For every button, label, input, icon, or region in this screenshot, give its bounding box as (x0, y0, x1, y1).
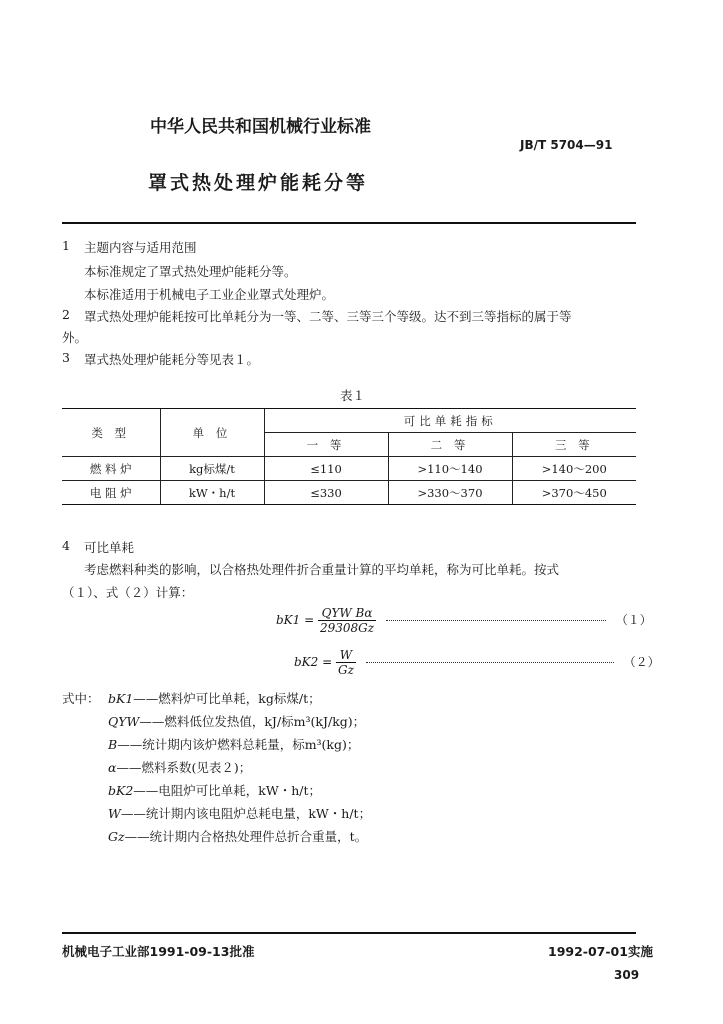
definitions-intro: 式中： (62, 691, 100, 706)
formula-1 (276, 606, 652, 635)
section-1-para-1: 本标准规定了罩式热处理炉能耗分等。 (84, 264, 297, 279)
formula-1-number: （１） (615, 613, 652, 627)
cell-grade-1: ≤330 (264, 481, 388, 505)
definition-symbol: bK1 (108, 691, 134, 706)
formula-2-denominator: Gz (337, 663, 354, 677)
col-header-grade-3: 三 等 (512, 433, 636, 457)
table-header-row-1 (62, 409, 636, 433)
definition-item (108, 735, 359, 753)
definition-text: ——燃料炉可比单耗，kg标煤/t； (133, 691, 321, 706)
definition-symbol: B (108, 737, 118, 752)
definition-item (108, 781, 321, 799)
definition-text: ——统计期内该炉燃料总耗量，标m³(kg)； (117, 737, 360, 752)
formula-2-numerator: W (336, 648, 356, 663)
definition-symbol: bK2 (108, 783, 134, 798)
section-4-title: 可比单耗 (84, 540, 135, 555)
formula-2 (294, 648, 660, 677)
formula-2-number: （２） (623, 655, 660, 669)
energy-grading-table (62, 408, 636, 505)
definition-text: ——统计期内合格热处理件总折合重量，t。 (124, 829, 368, 844)
section-2-number: 2 (62, 307, 70, 322)
formula-2-fraction (336, 648, 356, 677)
col-header-grade-1: 一 等 (264, 433, 388, 457)
section-4-line-2: （１）、式（２）计算： (62, 585, 194, 600)
section-2-line-1: 罩式热处理炉能耗按可比单耗分为一等、二等、三等三个等级。达不到三等指标的属于等 (84, 309, 572, 324)
definition-symbol: Gz (108, 829, 125, 844)
col-header-group: 可比单耗指标 (264, 409, 636, 433)
org-title: 中华人民共和国机械行业标准 (150, 117, 371, 137)
definition-item (108, 689, 321, 707)
formula-2-lhs: bK2 = (294, 655, 333, 669)
implementation-note: 1992-07-01实施 (548, 944, 653, 959)
table-caption: 表１ (340, 388, 366, 403)
definition-symbol: α (108, 760, 117, 775)
cell-grade-3: >370～450 (512, 481, 636, 505)
definition-item (108, 712, 365, 730)
section-3-text: 罩式热处理炉能耗分等见表１。 (84, 352, 260, 367)
header-rule (62, 222, 636, 224)
definition-symbol: QYW (108, 714, 140, 729)
cell-type: 电 阻 炉 (62, 481, 160, 505)
cell-grade-3: >140～200 (512, 457, 636, 481)
formula-1-fraction (318, 606, 376, 635)
col-header-unit: 单 位 (160, 409, 264, 457)
document-title: 罩式热处理炉能耗分等 (148, 172, 369, 194)
cell-grade-2: >110～140 (388, 457, 512, 481)
definition-symbol: W (108, 806, 121, 821)
col-header-grade-2: 二 等 (388, 433, 512, 457)
cell-grade-1: ≤110 (264, 457, 388, 481)
cell-unit: kg标煤/t (160, 457, 264, 481)
table-row (62, 457, 636, 481)
approval-note: 机械电子工业部1991-09-13批准 (62, 944, 255, 959)
section-4-number: 4 (62, 538, 70, 553)
formula-1-denominator: 29308Gz (319, 621, 375, 635)
page-number: 309 (614, 968, 640, 982)
cell-grade-2: >330～370 (388, 481, 512, 505)
formula-1-lhs: bK1 = (276, 613, 315, 627)
footer-rule (62, 932, 636, 934)
section-3-number: 3 (62, 350, 70, 365)
cell-type: 燃 料 炉 (62, 457, 160, 481)
formula-1-numerator: QYW Bα (318, 606, 376, 621)
definition-text: ——电阻炉可比单耗，kW・h/t； (133, 783, 322, 798)
standard-number: JB/T 5704—91 (520, 138, 613, 152)
col-header-type: 类 型 (62, 409, 160, 457)
formula-2-leader (366, 662, 614, 663)
definition-item (108, 758, 251, 776)
section-1-number: 1 (62, 238, 70, 253)
section-4-line-1: 考虑燃料种类的影响，以合格热处理件折合重量计算的平均单耗，称为可比单耗。按式 (84, 562, 560, 577)
section-2-line-2: 外。 (62, 330, 88, 345)
section-1-para-2: 本标准适用于机械电子工业企业罩式处理炉。 (84, 287, 335, 302)
cell-unit: kW・h/t (160, 481, 264, 505)
formula-1-leader (386, 620, 606, 621)
definition-text: ——燃料系数(见表２)； (116, 760, 252, 775)
definition-item (108, 804, 371, 822)
definition-text: ——燃料低位发热值，kJ/标m³(kJ/kg)； (139, 714, 366, 729)
definition-item (108, 827, 367, 845)
table-row (62, 481, 636, 505)
section-1-title: 主题内容与适用范围 (84, 240, 197, 255)
definition-text: ——统计期内该电阻炉总耗电量，kW・h/t； (120, 806, 372, 821)
